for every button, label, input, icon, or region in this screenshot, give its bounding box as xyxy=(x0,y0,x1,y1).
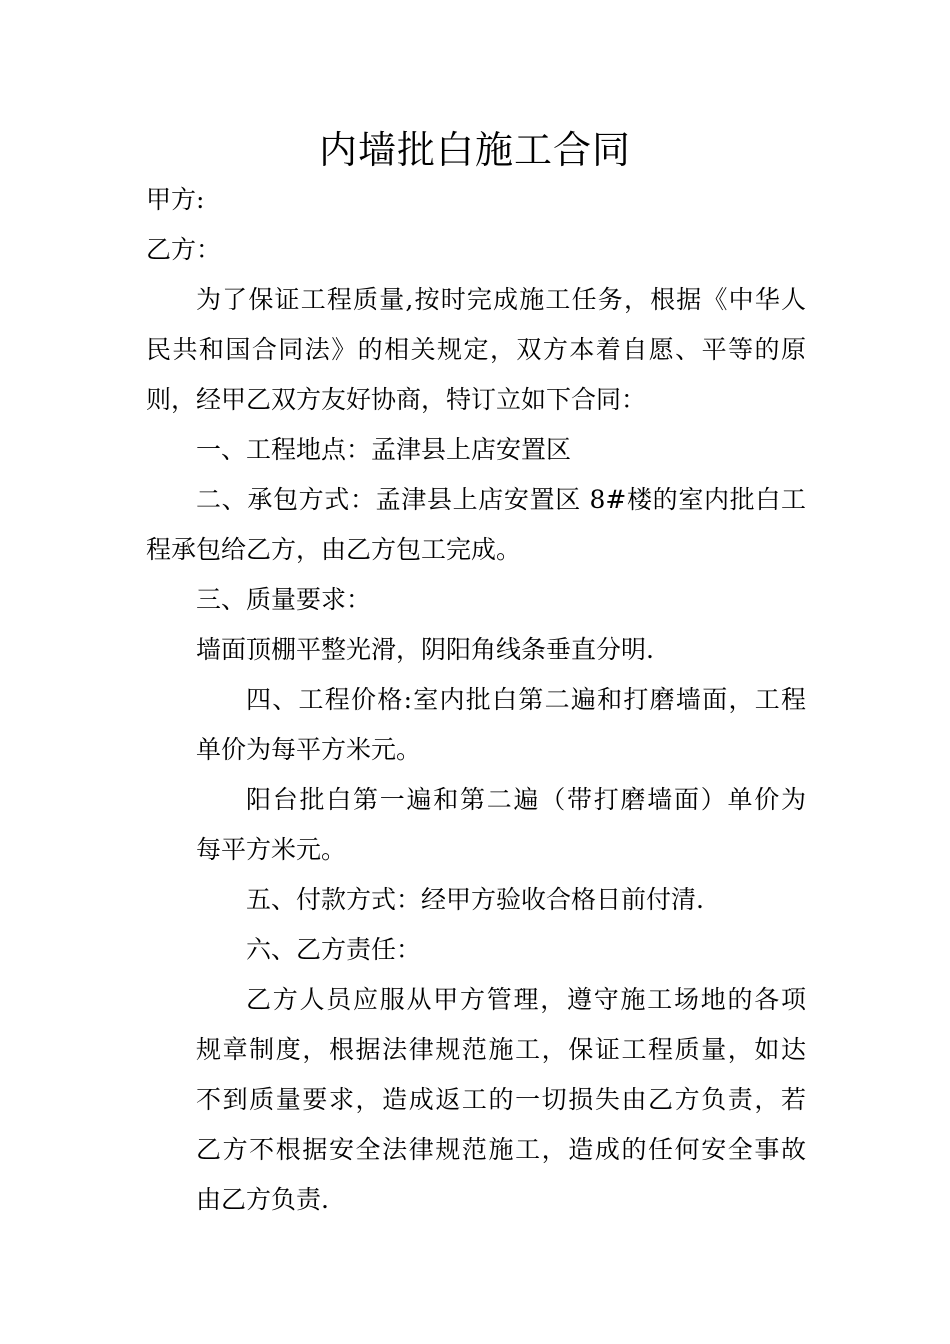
clause-6-heading: 六、乙方责任： xyxy=(246,935,422,964)
clause-4-line-2: 单价为每平方米元。 xyxy=(196,735,422,764)
clause-3-body: 墙面顶棚平整光滑，阴阳角线条垂直分明. xyxy=(196,635,654,664)
clause-6-body-line-1: 乙方人员应服从甲方管理，遵守施工场地的各项 xyxy=(246,985,806,1014)
clause-6-body-line-5: 由乙方负责. xyxy=(196,1185,329,1214)
clause-3-heading: 三、质量要求： xyxy=(196,585,372,614)
party-a-line: 甲方: xyxy=(146,185,205,214)
party-b-line: 乙方： xyxy=(146,235,222,264)
clause-6-body-line-4: 乙方不根据安全法律规范施工，造成的任何安全事故 xyxy=(196,1135,806,1164)
preamble-line-1: 为了保证工程质量,按时完成施工任务，根据《中华人 xyxy=(196,285,806,314)
clause-5-line: 五、付款方式：经甲方验收合格日前付清. xyxy=(246,885,704,914)
preamble-line-2: 民共和国合同法》的相关规定，双方本着自愿、平等的原 xyxy=(146,335,806,364)
clause-2-line-1: 二、承包方式：孟津县上店安置区 8#楼的室内批白工 xyxy=(196,485,806,514)
balcony-price-line-2: 每平方米元。 xyxy=(196,835,347,864)
clause-6-body-line-2: 规章制度，根据法律规范施工，保证工程质量，如达 xyxy=(196,1035,806,1064)
clause-4-line-1: 四、工程价格:室内批白第二遍和打磨墙面，工程 xyxy=(246,685,806,714)
document-title: 内墙批白施工合同 xyxy=(318,128,631,172)
clause-1-line: 一、工程地点：孟津县上店安置区 xyxy=(196,435,572,464)
balcony-price-line-1: 阳台批白第一遍和第二遍（带打磨墙面）单价为 xyxy=(246,785,806,814)
clause-2-line-2: 程承包给乙方，由乙方包工完成。 xyxy=(146,535,522,564)
clause-6-body-line-3: 不到质量要求，造成返工的一切损失由乙方负责，若 xyxy=(196,1085,806,1114)
preamble-line-3: 则，经甲乙双方友好协商，特订立如下合同： xyxy=(146,385,647,414)
